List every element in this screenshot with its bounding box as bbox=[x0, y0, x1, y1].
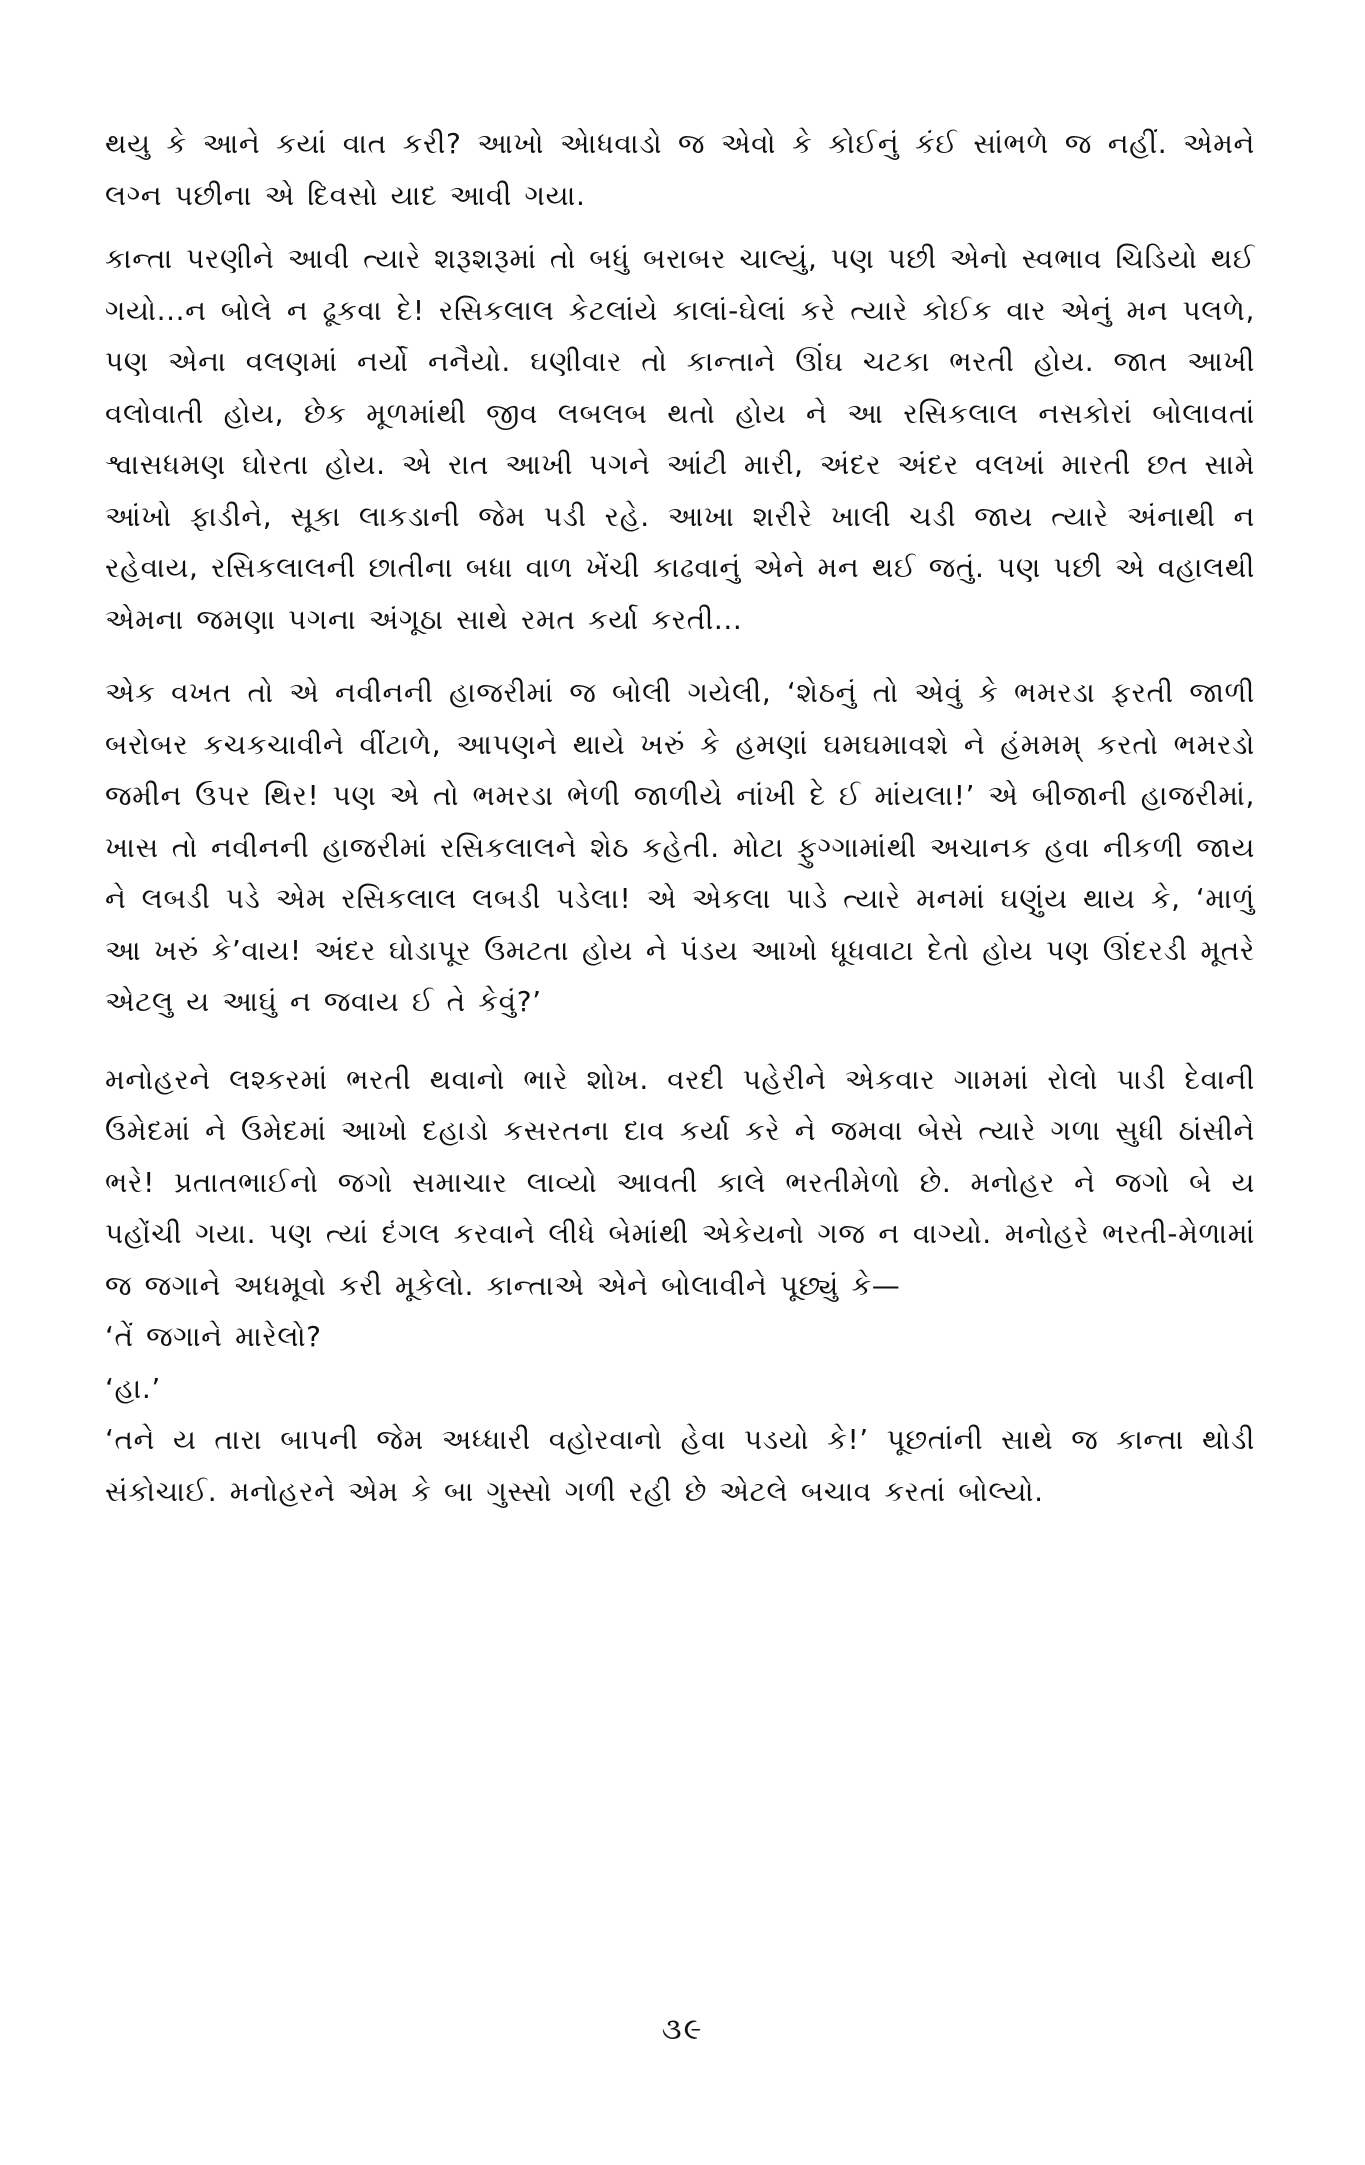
paragraph-2: કાન્તા પરણીને આવી ત્યારે શરૂશરૂમાં તો બધું બરાબર ચાલ્યું, પણ પછી એનો સ્વભાવ ચિડિયો થઈ ગયો...ન બોલે ન ઢૂકવા દે! રસિકલાલ કેટલાંયે કાલાં-ઘેલાં કરે ત્યારે કોઈક વાર એનું મન પલળે, પણ એના વલણમાં નર્યો નનૈયો. ઘણીવાર તો કાન્તાને ઊંઘ ચટકા ભરતી હોય. જાત આખી વલોવાતી હોય, છેક મૂળમાંથી જીવ લબલબ થતો હોય ને આ રસિકલાલ નસકોરાં બોલાવતાં શ્વાસધમણ ઘોરતા હોય. એ રાત આખી પગને આંટી મારી, અંદર અંદર વલખાં મારતી છત સામે આંખો ફાડીને, સૂકા લાકડાની જેમ પડી રહે. આખા શરીરે ખાલી ચડી જાય ત્યારે અંનાથી ન રહેવાય, રસિકલાલની છાતીના બધા વાળ ખેંચી કાઢવાનું એને મન થઈ જતું. પણ પછી એ વહાલથી એમના જમણા પગના અંગૂઠા સાથે રમત કર્યા કરતી... bbox=[105, 242, 1255, 636]
paragraph-5: ‘તને ય તારા બાપની જેમ અધ્ધારી વહોરવાનો હેવા પડયો કે!’ પૂછતાંની સાથે જ કાન્તા થોડી સંકોચાઈ. મનોહરને એમ કે બા ગુસ્સો ગળી રહી છે એટલે બચાવ કરતાં બોલ્યો. bbox=[105, 1423, 1255, 1508]
paragraph-1: થયુ કે આને કયાં વાત કરી? આખો એાધવાડો જ એવો કે કોઈનું કંઈ સાંભળે જ નહીં. એમને લગ્ન પછીના એ દિવસો યાદ આવી ગયા. bbox=[105, 127, 1255, 212]
paragraph-3: એક વખત તો એ નવીનની હાજરીમાં જ બોલી ગયેલી, ‘શેઠનું તો એવું કે ભમરડા ફરતી જાળી બરોબર કચકચાવીને વીંટાળે, આપણને થાયે ખરું કે હમણાં ઘમઘમાવશે ને હંમમમ્ કરતો ભમરડો જમીન ઉપર થિર! પણ એ તો ભમરડા ભેળી જાળીયે નાંખી દે ઈ માંયલા!’ એ બીજાની હાજરીમાં, ખાસ તો નવીનની હાજરીમાં રસિકલાલને શેઠ કહેતી. મોટા ફુગ્ગામાંથી અચાનક હવા નીકળી જાય ને લબડી પડે એમ રસિકલાલ લબડી પડેલા! એ એકલા પાડે ત્યારે મનમાં ઘણુંય થાય કે, ‘માળું આ ખરું કે’વાય! અંદર ઘોડાપૂર ઉમટતા હોય ને પંડય આખો ધૂધવાટા દેતો હોય પણ ઊંદરડી મૂતરે એટલુ ય આઘું ન જવાય ઈ તે કેવું?’ bbox=[105, 676, 1255, 1018]
page-body bbox=[105, 118, 1255, 2078]
dialogue-line-1: ‘તેં જગાને મારેલો? bbox=[105, 1320, 322, 1353]
dialogue-line-2: ‘હા.’ bbox=[105, 1371, 161, 1405]
paragraph-4: મનોહરને લશ્કરમાં ભરતી થવાનો ભારે શોખ. વરદી પહેરીને એકવાર ગામમાં રોલો પાડી દેવાની ઉમેદમાં ને ઉમેદમાં આખો દહાડો કસરતના દાવ કર્યા કરે ને જમવા બેસે ત્યારે ગળા સુધી ઠાંસીને ભરે! પ્રતાતભાઈનો જગો સમાચાર લાવ્યો આવતી કાલે ભરતીમેળો છે. મનોહર ને જગો બે ય પહોંચી ગયા. પણ ત્યાં દંગલ કરવાને લીધે બેમાંથી એકેયનો ગજ ન વાગ્યો. મનોહરે ભરતી-મેળામાં જ જગાને અધમૂવો કરી મૂકેલો. કાન્તાએ એને બોલાવીને પૂછ્યું કે— bbox=[105, 1062, 1255, 1302]
page-number: ૩૯ bbox=[661, 2012, 704, 2047]
